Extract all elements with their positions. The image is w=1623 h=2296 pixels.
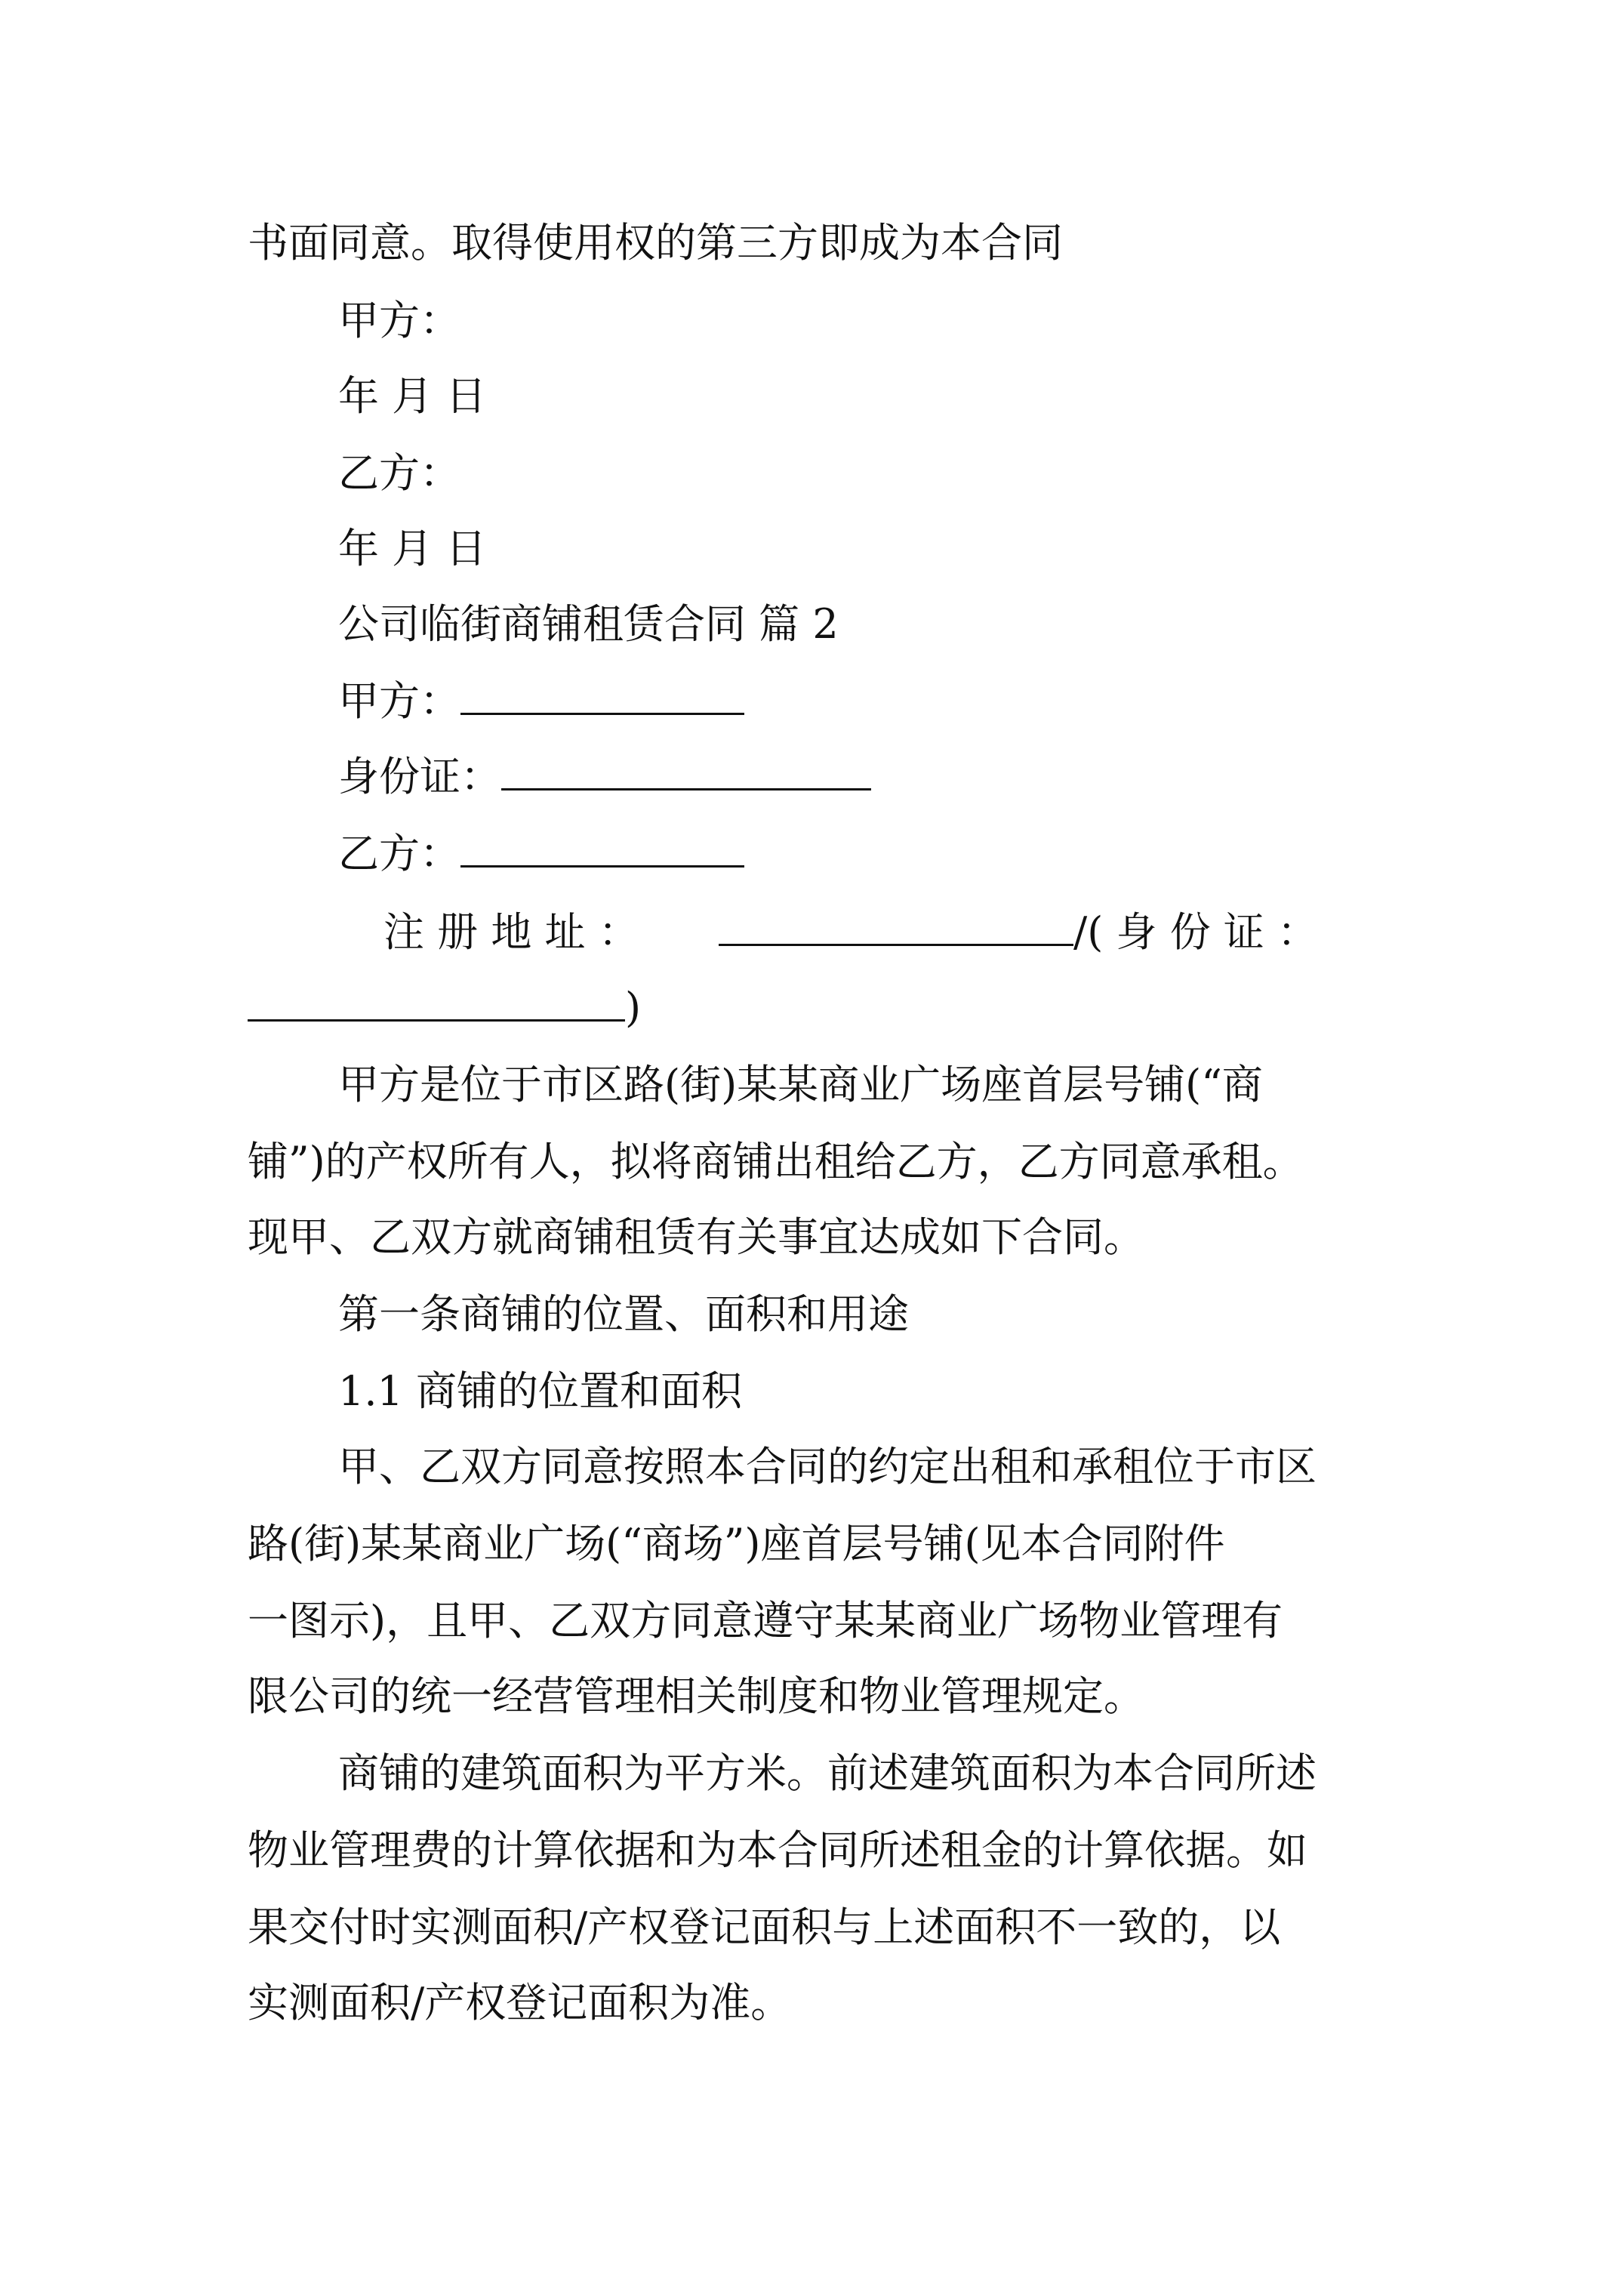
form-row-party-b	[338, 830, 744, 877]
date-line: 年 月 日	[338, 372, 487, 420]
paragraph-line: 甲方是位于市区路(街)某某商业广场座首层号铺(“商	[338, 1061, 1263, 1108]
form-row-address	[383, 908, 639, 956]
paragraph-line: 甲、乙双方同意按照本合同的约定出租和承租位于市区	[338, 1443, 1317, 1490]
fill-blank	[460, 681, 744, 715]
form-row-id-continued	[248, 984, 642, 1031]
paragraph-line: 铺”)的产权所有人，拟将商铺出租给乙方，乙方同意承租。	[248, 1138, 1304, 1185]
paragraph-line: 路(街)某某商业广场(“商场”)座首层号铺(见本合同附件	[248, 1520, 1225, 1567]
paragraph-line: 现甲、乙双方就商铺租赁有关事宜达成如下合同。	[248, 1213, 1144, 1261]
form-row-address-blank	[719, 908, 1318, 956]
fill-blank	[460, 834, 744, 868]
text-line: 书面同意。取得使用权的第三方即成为本合同	[248, 219, 1063, 267]
fill-blank	[501, 757, 871, 791]
paragraph-line: 实测面积/产权登记面积为准。	[248, 1979, 792, 2026]
field-label: 注 册 地 址 ：	[383, 908, 639, 956]
article-heading: 第一条商铺的位置、面积和用途	[338, 1290, 909, 1338]
paragraph-line: 一图示)，且甲、乙双方同意遵守某某商业广场物业管理有	[248, 1597, 1283, 1644]
fill-blank	[248, 988, 625, 1022]
field-label: 身份证：	[338, 753, 501, 800]
form-row-id-card	[338, 753, 871, 800]
date-line: 年 月 日	[338, 525, 487, 572]
paragraph-line: 限公司的统一经营管理相关制度和物业管理规定。	[248, 1672, 1144, 1720]
section-title: 公司临街商铺租赁合同 篇 2	[338, 600, 839, 648]
field-label: 乙方：	[338, 830, 460, 877]
form-row-party-a	[338, 677, 744, 725]
field-label: 甲方：	[338, 677, 460, 725]
closing-paren: )	[625, 984, 642, 1031]
paragraph-line: 物业管理费的计算依据和为本合同所述租金的计算依据。如	[248, 1826, 1307, 1874]
fill-blank	[719, 912, 1073, 946]
subsection-heading: 1.1 商铺的位置和面积	[338, 1367, 743, 1415]
party-b-label: 乙方：	[338, 449, 460, 497]
field-label: /( 身 份 证 ：	[1073, 908, 1318, 956]
paragraph-line: 果交付时实测面积/产权登记面积与上述面积不一致的，以	[248, 1903, 1281, 1951]
party-a-label: 甲方：	[338, 297, 460, 344]
paragraph-line: 商铺的建筑面积为平方米。前述建筑面积为本合同所述	[338, 1749, 1317, 1797]
